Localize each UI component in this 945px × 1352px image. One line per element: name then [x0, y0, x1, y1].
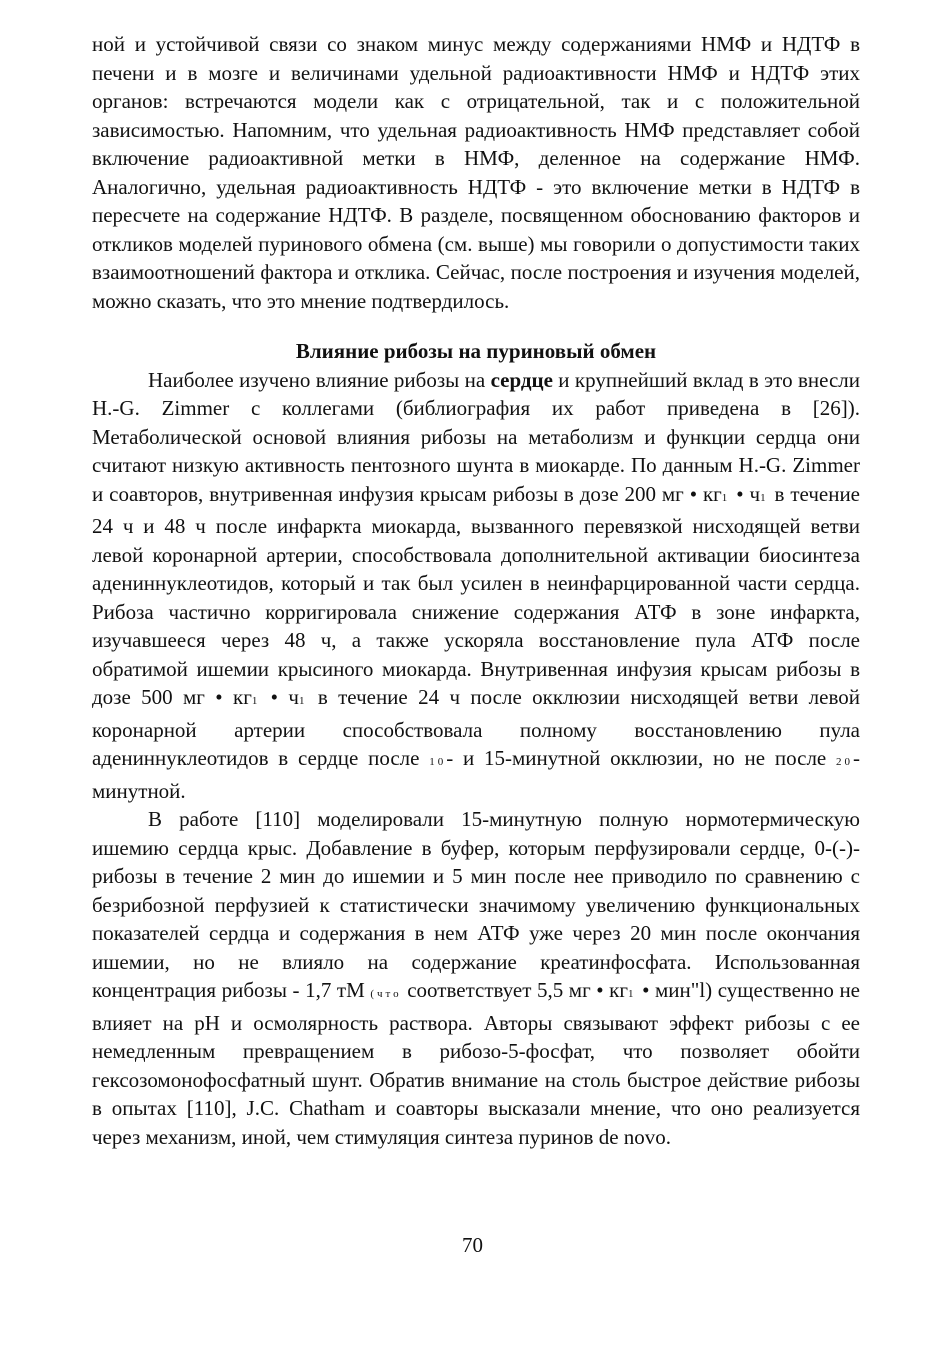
small-text: (что [370, 988, 402, 1000]
text-run: - и 15-минутной окклюзии, но не после [446, 746, 837, 770]
small-number: 20 [836, 756, 854, 768]
text-run: В работе [110] моделировали 15-минутную полную нормотермическую ишемию сердца крыс. Добавление в буфер, которым перфузировали сердце, 0-(-)-рибозы в течение 2 мин до ишемии и 5 мин после нее приводило по сравнению с безрибозной перфузией к статистически значимому увеличению функциональных показателей сердца и содержания в нем АТФ уже через 20 мин после окончания ишемии, но не влияло на содержание креатинфосфата. Использованная концентрация рибозы - 1,7 тМ [92, 807, 860, 1002]
small-number: 10 [429, 756, 447, 768]
text-run: • ч [730, 481, 761, 506]
text-run: • ч [260, 685, 299, 709]
page-number: 70 [462, 1233, 483, 1257]
superscript: 1 [760, 491, 769, 504]
text-run: в течение 24 ч после окклюзии нисходящей ветви левой коронарной артерии способствовала полному восстановлению пула адениннуклеотидов в сердце после [92, 685, 860, 770]
superscript: 1 [251, 695, 261, 707]
paragraph-ribose-heart [92, 366, 860, 806]
superscript: 1 [628, 988, 637, 1000]
text-run: и крупнейший вклад в это внесли H.-G. Zimmer с коллегами (библиография их работ приведена в [26]). Метаболической основой влияния рибозы на метаболизм и функции сердца они считают низкую активность пентозного шунта в миокарде. По данным H.-G. Zimmer и соавторов, внутривенная инфузия крысам рибозы в дозе 200 мг • кг [92, 367, 860, 506]
paragraph-ischemia [92, 805, 860, 1151]
text-run: -минутной. [92, 746, 861, 803]
body-text [92, 30, 860, 1151]
text-run: • мин"l) существенно не влияет на pH и осмолярность раствора. Авторы связывают эффект рибозы с ее немедленным превращением в рибозо-5-фосфат, что позволяет обойти гексозомонофосфатный шунт. Обратив внимание на столь быстрое действие рибозы в опытах [110], J.C. Chatham и соавторы высказали мнение, что оно реализуется через механизм, иной, чем стимуляция синтеза пуринов de novo. [92, 978, 860, 1149]
text-run: Наиболее изучено влияние рибозы на [148, 367, 491, 392]
text-run: в течение 24 ч и 48 ч после инфаркта миокарда, вызванного перевязкой нисходящей ветви левой коронарной артерии, способствовала дополнительной активации биосинтеза адениннуклеотидов, который и так был усилен в неинфарцированной части сердца. Рибоза частично корригировала снижение содержания АТФ в зоне инфаркта, изучавшееся через 48 ч, а также ускоряла восстановление пула АТФ после обратимой ишемии крысиного миокарда. Внутривенная инфузия крысам рибозы в дозе 500 мг • кг [92, 481, 861, 709]
superscript: 1 [298, 695, 308, 707]
bold-term: сердце [490, 367, 553, 392]
superscript: 1 [721, 491, 731, 504]
section-heading: Влияние рибозы на пуриновый обмен [295, 339, 657, 363]
paragraph-intro: ной и устойчивой связи со знаком минус между содержаниями НМФ и НДТФ в печени и в мозге и величинами удельной радиоактивности НМФ и НДТФ этих органов: встречаются модели как с отрицательной, так и с положительной зависимостью. Напомним, что удельная радиоактивность НМФ представляет собой включение радиоактивной метки в НМФ, деленное на содержание НМФ. Аналогично, удельная радиоактивность НДТФ - это включение метки в НДТФ в пересчете на содержание НДТФ. В разделе, посвященном обоснованию факторов и откликов моделей пуринового обмена (см. выше) мы говорили о допустимости таких взаимоотношений фактора и отклика. Сейчас, после построения и изучения моделей, можно сказать, что это мнение подтвердилось. [92, 32, 860, 313]
text-run: соответствует 5,5 мг • кг [401, 978, 629, 1002]
